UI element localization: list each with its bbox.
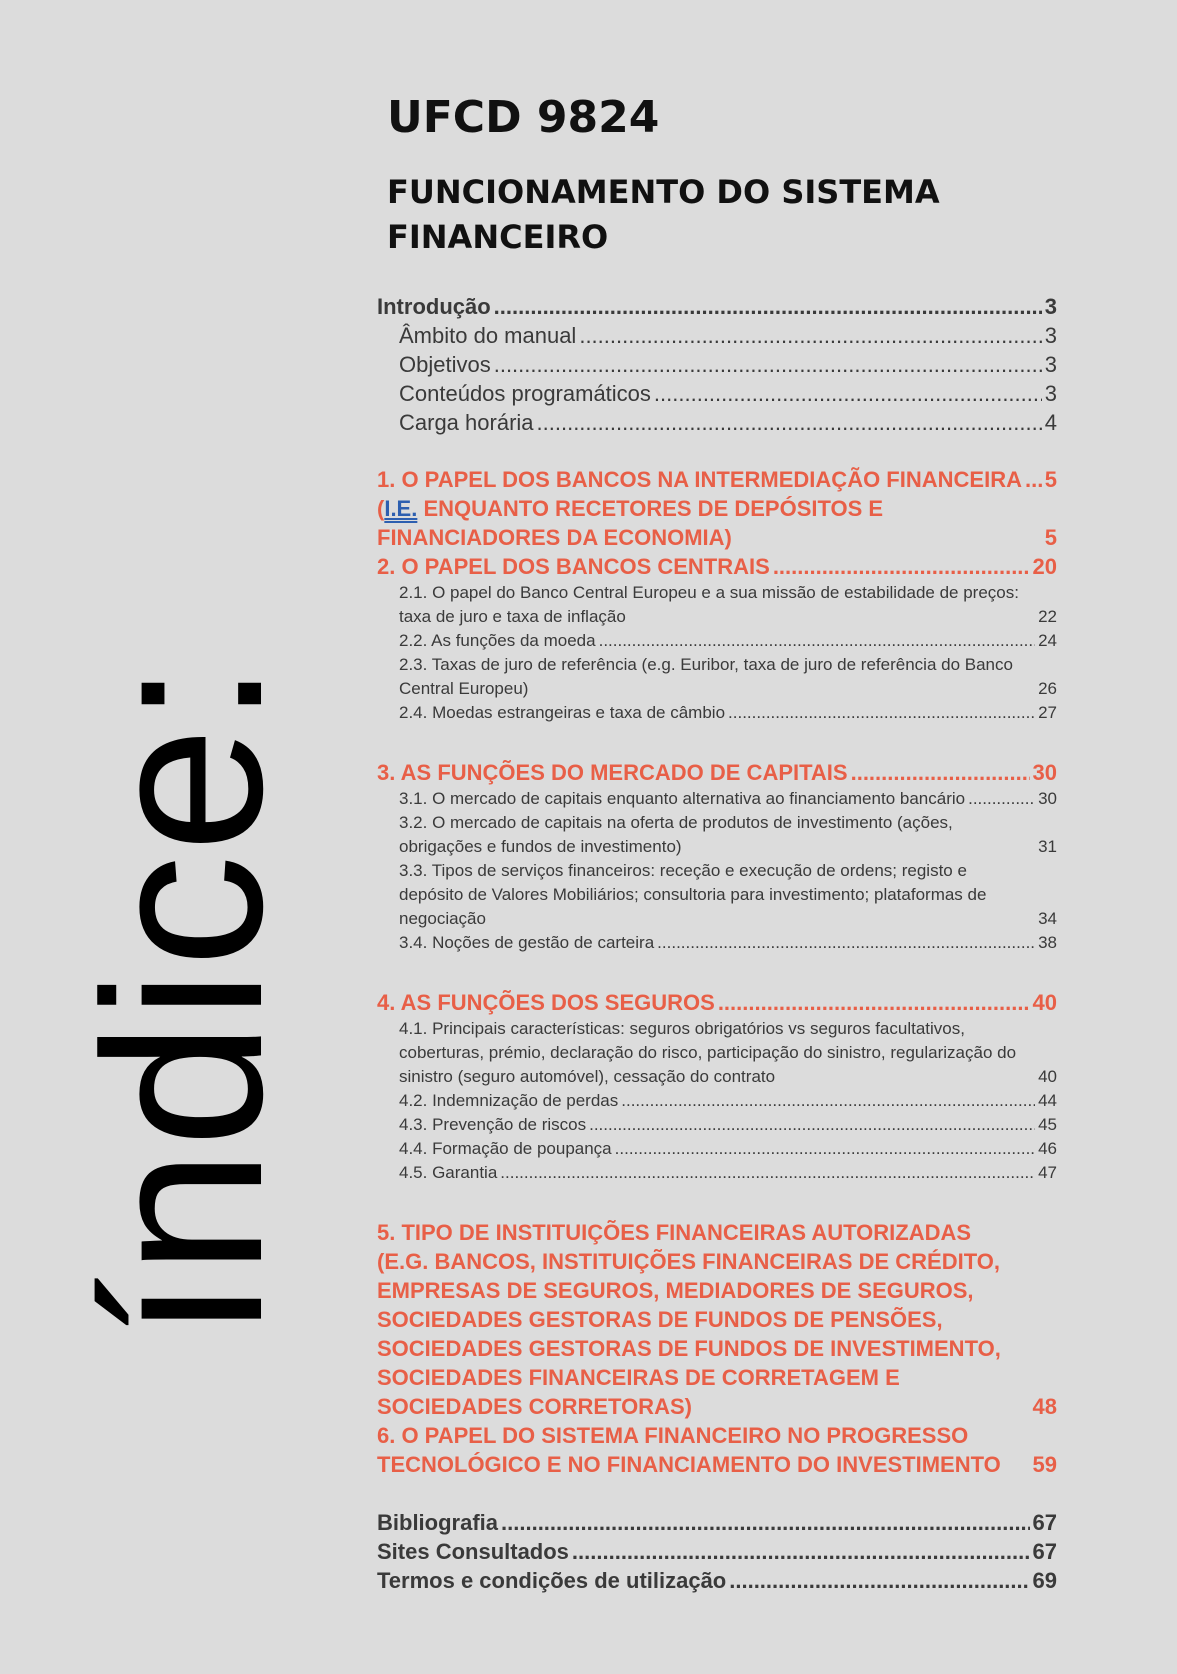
toc-entry-2-2[interactable] [377, 629, 1057, 653]
toc-entry-2-3[interactable] [377, 653, 1057, 701]
toc-entry-introduction[interactable] [377, 292, 1057, 321]
toc-page-number: 5 [1044, 467, 1057, 492]
toc-entry-title: 3.3. Tipos de serviços financeiros: receção e execução de ordens; registo e depósito de Valores Mobiliários; consultoria para investimento; plataformas de negociação [399, 861, 987, 928]
toc-chapter-4[interactable] [377, 988, 1057, 1017]
toc-page-number: 40 [1032, 990, 1057, 1015]
toc-entry-2-4[interactable] [377, 701, 1057, 725]
toc-page-number: 5 [1044, 525, 1057, 550]
dot-leader [494, 292, 1042, 321]
toc-entry-title: 2.2. As funções da moeda [399, 631, 596, 650]
toc-entry-title: (I.E. ENQUANTO RECETORES DE DEPÓSITOS E FINANCIADORES DA ECONOMIA) [377, 496, 884, 550]
toc-entry-4-1[interactable] [377, 1017, 1057, 1089]
toc-page-number: 22 [1038, 607, 1057, 626]
toc-page-number: 27 [1038, 703, 1057, 722]
toc-entry-4-5[interactable] [377, 1161, 1057, 1185]
dot-leader [621, 1089, 1035, 1113]
toc-page-number: 31 [1038, 837, 1057, 856]
toc-entry-title: Âmbito do manual [399, 323, 577, 348]
toc-entry-title: 2.1. O papel do Banco Central Europeu e a sua missão de estabilidade de preços: taxa de juro e taxa de inflação [399, 583, 1019, 626]
toc-entry-2-1[interactable] [377, 581, 1057, 629]
index-heading: índice: [56, 660, 309, 1340]
course-code: UFCD 9824 [387, 92, 660, 143]
toc-entry-title: 3. AS FUNÇÕES DO MERCADO DE CAPITAIS [377, 760, 848, 785]
dot-leader [589, 1113, 1035, 1137]
toc-page-number: 3 [1044, 294, 1057, 319]
toc-entry-title: 5. TIPO DE INSTITUIÇÕES FINANCEIRAS AUTORIZADAS (E.G. BANCOS, INSTITUIÇÕES FINANCEIRAS DE CRÉDITO, EMPRESAS DE SEGUROS, MEDIADORES DE SEGUROS, SOCIEDADES GESTORAS DE FUNDOS DE PENSÕES, SOCIEDADES GESTORAS DE FUNDOS DE INVESTIMENTO, SOCIEDADES FINANCEIRAS DE CORRETAGEM E SOCIEDADES CORRETORAS) [377, 1220, 1001, 1419]
toc-entry-3-3[interactable] [377, 859, 1057, 931]
toc-entry-title: 4.2. Indemnização de perdas [399, 1091, 619, 1110]
toc-page-number: 44 [1038, 1091, 1057, 1110]
toc-entry-title: 1. O PAPEL DOS BANCOS NA INTERMEDIAÇÃO FINANCEIRA [377, 467, 1022, 492]
dot-leader [599, 629, 1035, 653]
toc-entry-terms[interactable] [377, 1566, 1057, 1595]
toc-chapter-2[interactable] [377, 552, 1057, 581]
toc-page-number: 3 [1044, 381, 1057, 406]
toc-page-number: 48 [1032, 1394, 1057, 1419]
dot-leader [537, 408, 1042, 437]
toc-page-number: 40 [1038, 1067, 1057, 1086]
dot-leader [657, 931, 1035, 955]
dot-leader [729, 1566, 1029, 1595]
toc-entry-3-2[interactable] [377, 811, 1057, 859]
toc-page-number: 24 [1038, 631, 1057, 650]
toc-chapter-3[interactable] [377, 758, 1057, 787]
toc-entry-title: Conteúdos programáticos [399, 381, 651, 406]
toc-entry-4-2[interactable] [377, 1089, 1057, 1113]
dot-leader [494, 350, 1042, 379]
toc-entry-3-4[interactable] [377, 931, 1057, 955]
toc-chapter-1-continued[interactable] [377, 494, 1057, 552]
toc-entry-title: Objetivos [399, 352, 491, 377]
toc-entry-objectives[interactable] [377, 350, 1057, 379]
toc-entry-title: Sites Consultados [377, 1539, 569, 1564]
toc-entry-workload[interactable] [377, 408, 1057, 437]
toc-entry-sites[interactable] [377, 1537, 1057, 1566]
toc-page-number: 67 [1032, 1539, 1057, 1564]
toc-entry-title: 2.4. Moedas estrangeiras e taxa de câmbio [399, 703, 726, 722]
toc-page-number: 20 [1032, 554, 1057, 579]
dot-leader [500, 1161, 1035, 1185]
toc-entry-4-4[interactable] [377, 1137, 1057, 1161]
toc-page-number: 26 [1038, 679, 1057, 698]
toc-entry-4-3[interactable] [377, 1113, 1057, 1137]
toc-entry-title: Carga horária [399, 410, 534, 435]
toc-entry-title: 2. O PAPEL DOS BANCOS CENTRAIS [377, 554, 770, 579]
toc-page-number: 34 [1038, 909, 1057, 928]
toc-page-number: 45 [1038, 1115, 1057, 1134]
dot-leader [773, 552, 1030, 581]
toc-page-number: 47 [1038, 1163, 1057, 1182]
toc-entry-title: Bibliografia [377, 1510, 499, 1535]
toc-page-number: 46 [1038, 1139, 1057, 1158]
toc-page-number: 3 [1044, 352, 1057, 377]
dot-leader [579, 321, 1041, 350]
toc-entry-title: 2.3. Taxas de juro de referência (e.g. Euribor, taxa de juro de referência do Banco Central Europeu) [399, 655, 1013, 698]
toc-page-number: 67 [1032, 1510, 1057, 1535]
toc-entry-title: 4.4. Formação de poupança [399, 1139, 612, 1158]
toc-entry-title: Termos e condições de utilização [377, 1568, 727, 1593]
toc-entry-title: 4. AS FUNÇÕES DOS SEGUROS [377, 990, 715, 1015]
toc-entry-title: 3.4. Noções de gestão de carteira [399, 933, 655, 952]
toc-entry-scope[interactable] [377, 321, 1057, 350]
toc-entry-title: 4.3. Prevenção de riscos [399, 1115, 587, 1134]
abbreviation: I.E. [384, 496, 418, 521]
toc-entry-bibliography[interactable] [377, 1508, 1057, 1537]
dot-leader [728, 701, 1035, 725]
toc-page-number: 38 [1038, 933, 1057, 952]
toc-entry-title: 4.5. Garantia [399, 1163, 498, 1182]
toc-entry-title: 6. O PAPEL DO SISTEMA FINANCEIRO NO PROGRESSO TECNOLÓGICO E NO FINANCIAMENTO DO INVESTIMENTO [377, 1423, 1001, 1477]
toc-page-number: 30 [1032, 760, 1057, 785]
dot-leader [654, 379, 1042, 408]
toc-chapter-5[interactable] [377, 1218, 1057, 1421]
dot-leader [572, 1537, 1030, 1566]
toc-page-number: 59 [1032, 1452, 1057, 1477]
table-of-contents [377, 292, 1057, 1595]
toc-entry-title: 3.2. O mercado de capitais na oferta de produtos de investimento (ações, obrigações e fundos de investimento) [399, 813, 953, 856]
dot-leader [615, 1137, 1035, 1161]
toc-chapter-1[interactable] [377, 465, 1057, 494]
course-name: FUNCIONAMENTO DO SISTEMA FINANCEIRO [387, 173, 940, 256]
toc-page-number: 69 [1032, 1568, 1057, 1593]
dot-leader [718, 988, 1030, 1017]
dot-leader [1025, 465, 1042, 494]
toc-page-number: 30 [1038, 789, 1057, 808]
toc-page-number: 4 [1044, 410, 1057, 435]
dot-leader [501, 1508, 1030, 1537]
toc-entry-contents[interactable] [377, 379, 1057, 408]
toc-entry-3-1[interactable] [377, 787, 1057, 811]
toc-chapter-6[interactable] [377, 1421, 1057, 1479]
toc-entry-title: Introdução [377, 294, 491, 319]
toc-entry-title: 3.1. O mercado de capitais enquanto alternativa ao financiamento bancário [399, 789, 966, 808]
toc-entry-title: 4.1. Principais características: seguros obrigatórios vs seguros facultativos, coberturas, prémio, declaração do risco, participação do sinistro, regularização do sinistro (seguro automóvel), cessação do contrato [399, 1019, 1017, 1086]
toc-page-number: 3 [1044, 323, 1057, 348]
dot-leader [968, 787, 1035, 811]
document-header [387, 88, 1087, 260]
dot-leader [851, 758, 1030, 787]
